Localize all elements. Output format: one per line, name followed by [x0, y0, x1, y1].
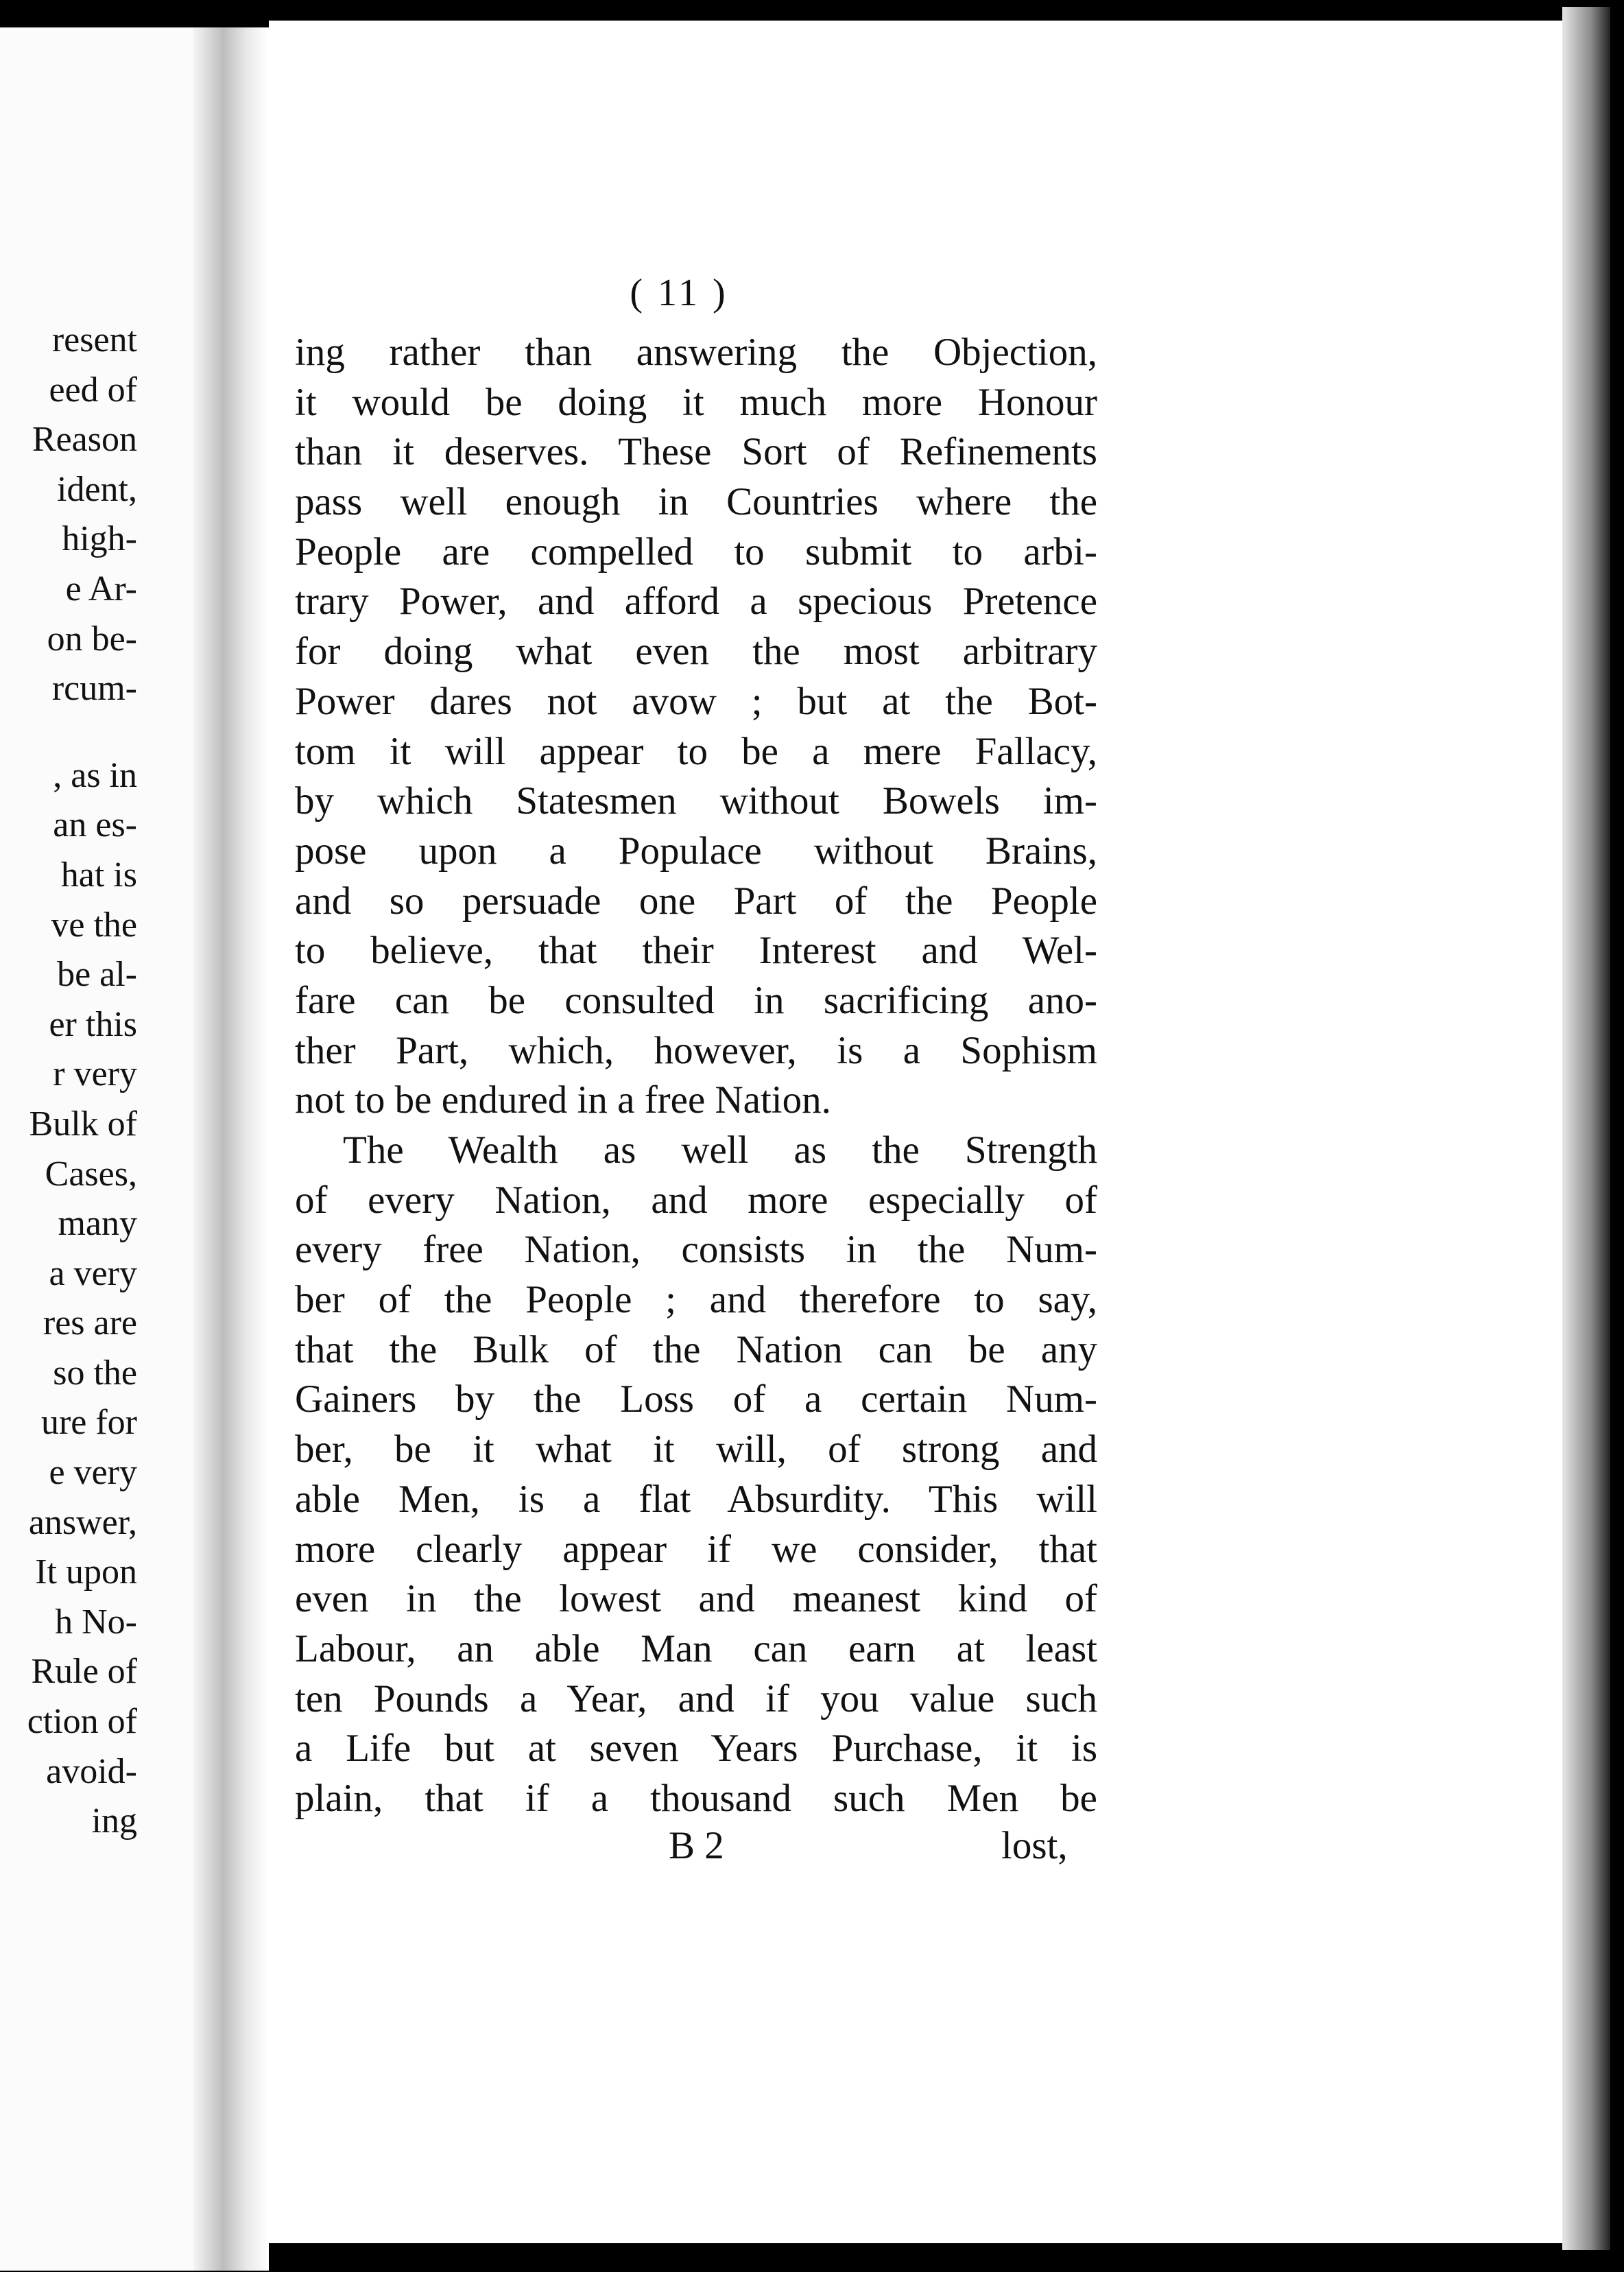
text-line: pass well enough in Countries where the: [295, 480, 1097, 524]
book-gutter: [193, 27, 269, 2271]
page-edge-shadow: [1562, 7, 1610, 2250]
catchword: lost,: [1001, 1824, 1068, 1867]
left-line: hat is: [60, 855, 137, 895]
text-line: plain, that if a thousand such Men be: [295, 1776, 1097, 1820]
text-line: for doing what even the most arbitrary: [295, 630, 1097, 674]
text-line: ther Part, which, however, is a Sophism: [295, 1028, 1097, 1072]
left-line: a very: [49, 1253, 137, 1293]
left-line: ction of: [27, 1702, 137, 1742]
text-line: trary Power, and afford a specious Pretence: [295, 580, 1097, 624]
left-line: an es-: [53, 805, 137, 845]
body-text: [295, 328, 1097, 1824]
text-line: fare can be consulted in sacrificing ano-: [295, 978, 1097, 1022]
left-line: answer,: [28, 1502, 137, 1542]
page-number: ( 11 ): [630, 272, 728, 314]
left-line: res are: [43, 1303, 137, 1343]
left-page: [0, 27, 193, 2271]
text-line: that the Bulk of the Nation can be any: [295, 1327, 1097, 1371]
text-line: of every Nation, and more especially of: [295, 1178, 1097, 1222]
text-line: The Wealth as well as the Strength: [343, 1128, 1097, 1172]
left-line: many: [58, 1204, 137, 1244]
left-line: It upon: [35, 1552, 137, 1592]
left-line: ident,: [57, 469, 137, 509]
left-line: Reason: [32, 420, 137, 460]
left-line: avoid-: [46, 1751, 137, 1791]
text-line: tom it will appear to be a mere Fallacy,: [295, 729, 1097, 773]
text-line: every free Nation, consists in the Num-: [295, 1228, 1097, 1272]
left-line: ing: [91, 1801, 137, 1841]
text-line: ing rather than answering the Objection,: [295, 331, 1097, 374]
text-line: pose upon a Populace without Brains,: [295, 829, 1097, 873]
left-line: be al-: [57, 955, 137, 995]
left-line: Cases,: [45, 1154, 137, 1194]
left-line: so the: [53, 1353, 137, 1393]
left-line: rcum-: [51, 669, 137, 709]
paragraph-gap: [0, 714, 137, 751]
left-line: r very: [53, 1054, 137, 1094]
left-line: Rule of: [31, 1652, 137, 1692]
text-line: ten Pounds a Year, and if you value such: [295, 1677, 1097, 1720]
left-line: ure for: [40, 1403, 137, 1443]
text-line: even in the lowest and meanest kind of: [295, 1577, 1097, 1621]
signature-mark: B 2: [669, 1824, 724, 1867]
text-line: a Life but at seven Years Purchase, it is: [295, 1727, 1097, 1771]
text-line: than it deserves. These Sort of Refinements: [295, 430, 1097, 474]
text-line: People are compelled to submit to arbi-: [295, 530, 1097, 573]
text-line: not to be endured in a free Nation.: [295, 1078, 831, 1122]
left-line: er this: [49, 1004, 137, 1044]
left-line: high-: [62, 519, 137, 559]
left-line: resent: [51, 320, 137, 359]
left-line: on be-: [47, 619, 137, 659]
text-line: and so persuade one Part of the People: [295, 879, 1097, 923]
left-line: eed of: [49, 370, 137, 410]
left-line: e very: [49, 1453, 137, 1493]
left-line: , as in: [53, 755, 137, 795]
text-line: more clearly appear if we consider, that: [295, 1527, 1097, 1571]
text-line: ber of the People ; and therefore to say,: [295, 1278, 1097, 1322]
text-line: to believe, that their Interest and Wel-: [295, 929, 1097, 973]
text-line: Gainers by the Loss of a certain Num-: [295, 1377, 1097, 1421]
left-page-text: [0, 316, 137, 1847]
left-line: Bulk of: [29, 1104, 137, 1144]
text-line: Power dares not avow ; but at the Bot-: [295, 679, 1097, 723]
left-line: ve the: [51, 905, 137, 945]
left-line: h No-: [55, 1602, 137, 1642]
text-line: it would be doing it much more Honour: [295, 380, 1097, 424]
text-line: ber, be it what it will, of strong and: [295, 1428, 1097, 1471]
text-line: Labour, an able Man can earn at least: [295, 1626, 1097, 1670]
left-line: e Ar-: [65, 569, 137, 608]
text-line: able Men, is a flat Absurdity. This will: [295, 1477, 1097, 1521]
text-line: by which Statesmen without Bowels im-: [295, 779, 1097, 823]
